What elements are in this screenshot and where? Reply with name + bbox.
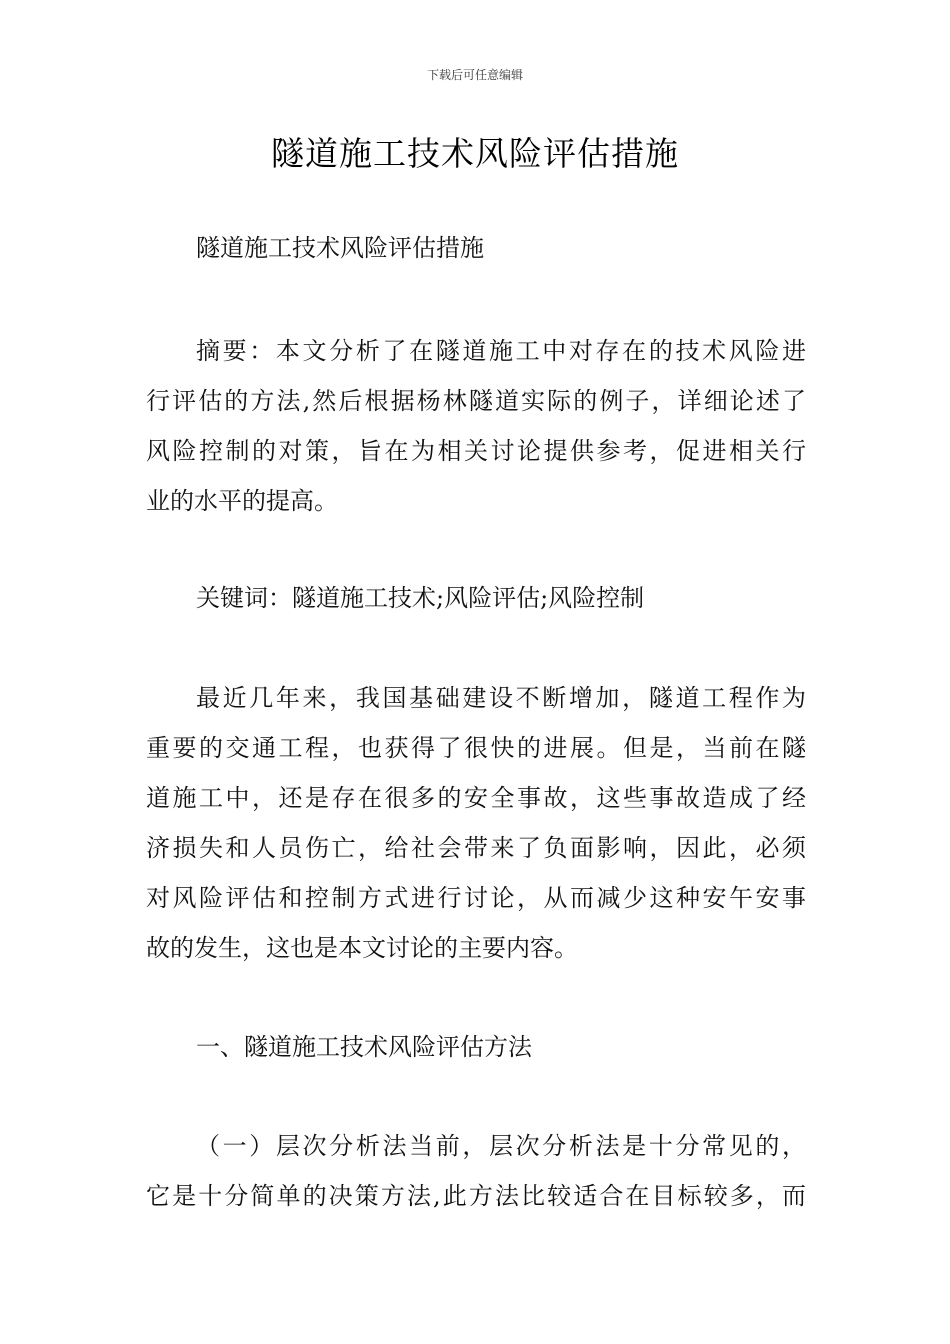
intro-line: 重要的交通工程，也获得了很快的进展。但是，当前在隧 — [146, 734, 806, 762]
section1-heading-block — [146, 1022, 806, 1072]
section-heading: 一、隧道施工技术风险评估方法 — [196, 1033, 532, 1061]
intro-line: 道施工中，还是存在很多的安全事故，这些事故造成了经 — [146, 784, 806, 812]
abstract-line: 业的水平的提高。 — [146, 487, 338, 515]
subtitle: 隧道施工技术风险评估措施 — [196, 234, 484, 262]
abstract-line: 风险控制的对策，旨在为相关讨论提供参考，促进相关行 — [146, 437, 806, 465]
section1-paragraph — [146, 1121, 806, 1221]
abstract-paragraph — [146, 326, 806, 526]
intro-line: 最近几年来，我国基础建设不断增加，隧道工程作为 — [196, 684, 806, 712]
keywords-block — [146, 573, 806, 623]
keywords: 关键词：隧道施工技术;风险评估;风险控制 — [196, 584, 645, 612]
abstract-line: 行评估的方法,然后根据杨林隧道实际的例子，详细论述了 — [146, 387, 806, 415]
intro-line: 故的发生，这也是本文讨论的主要内容。 — [146, 934, 578, 962]
subtitle-block — [146, 223, 806, 273]
intro-line: 对风险评估和控制方式进行讨论，从而减少这种安午安事 — [146, 884, 806, 912]
document-title: 隧道施工技术风险评估措施 — [271, 134, 679, 173]
page-header-note: 下载后可任意编辑 — [426, 68, 523, 82]
intro-line: 济损失和人员伤亡，给社会带来了负面影响，因此，必须 — [146, 834, 806, 862]
section1-line: 它是十分简单的决策方法,此方法比较适合在目标较多，而 — [146, 1182, 806, 1210]
abstract-line: 摘要：本文分析了在隧道施工中对存在的技术风险进 — [196, 337, 806, 365]
intro-paragraph — [146, 673, 806, 973]
section1-line: （一）层次分析法当前，层次分析法是十分常见的， — [196, 1132, 806, 1160]
